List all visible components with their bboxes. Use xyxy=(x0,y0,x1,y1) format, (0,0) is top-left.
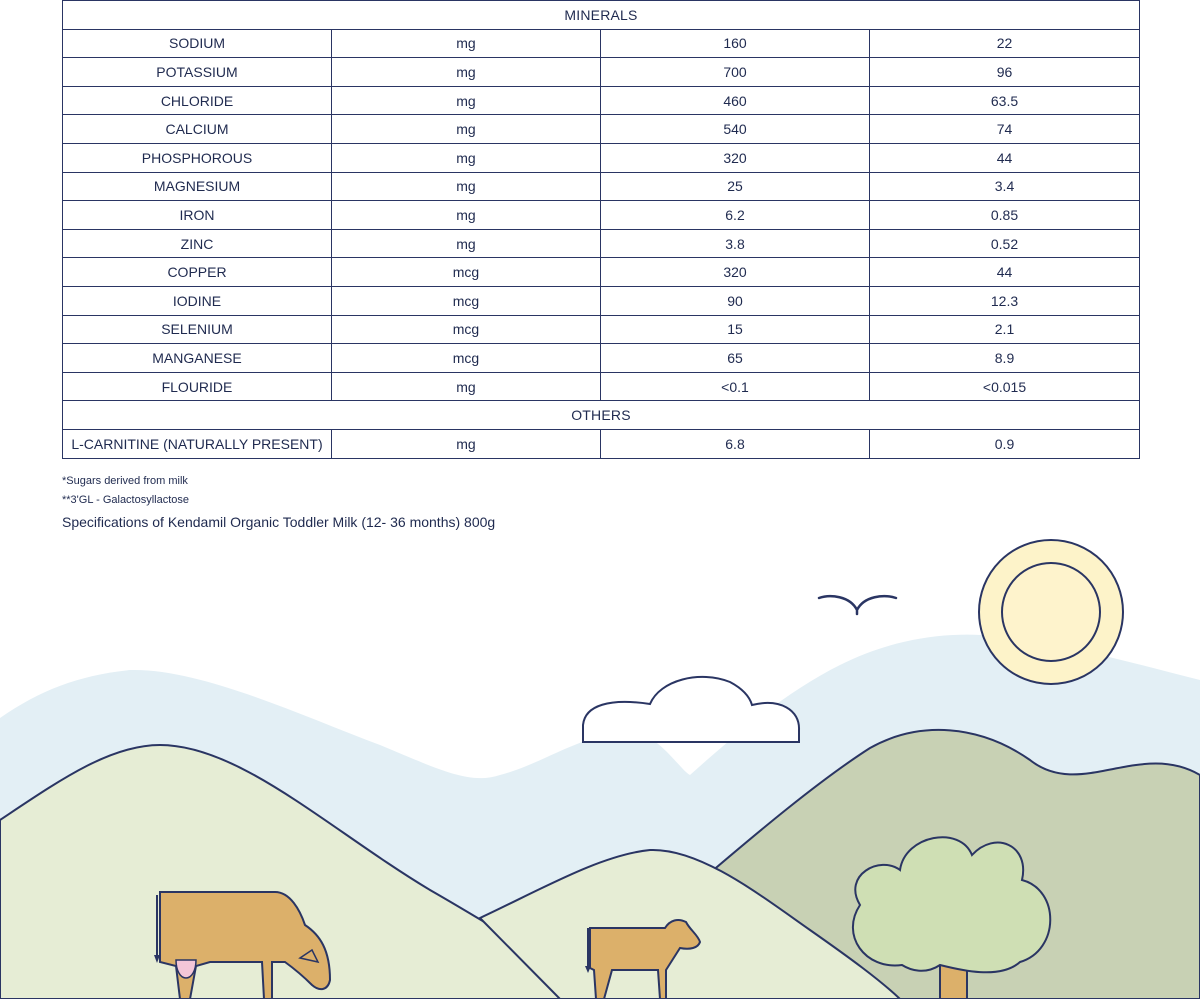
value-cell: 8.9 xyxy=(870,344,1140,373)
unit-cell: mg xyxy=(332,115,601,144)
value-cell: 540 xyxy=(601,115,870,144)
table-row xyxy=(63,286,1140,315)
value-cell: 320 xyxy=(601,258,870,287)
value-cell: 44 xyxy=(870,258,1140,287)
value-cell: 96 xyxy=(870,58,1140,87)
nutrient-name: CALCIUM xyxy=(63,115,332,144)
value-cell: 6.8 xyxy=(601,429,870,458)
value-cell: <0.1 xyxy=(601,372,870,401)
table-row xyxy=(63,86,1140,115)
unit-cell: mcg xyxy=(332,315,601,344)
value-cell: 0.85 xyxy=(870,201,1140,230)
specification-caption: Specifications of Kendamil Organic Toddler Milk (12- 36 months) 800g xyxy=(62,514,496,530)
value-cell: 65 xyxy=(601,344,870,373)
unit-cell: mg xyxy=(332,29,601,58)
unit-cell: mg xyxy=(332,58,601,87)
nutrient-name: SELENIUM xyxy=(63,315,332,344)
value-cell: 12.3 xyxy=(870,286,1140,315)
section-header-row xyxy=(63,401,1140,430)
footnote-3gl: **3'GL - Galactosyllactose xyxy=(62,494,190,506)
table-row xyxy=(63,143,1140,172)
value-cell: 25 xyxy=(601,172,870,201)
value-cell: 0.9 xyxy=(870,429,1140,458)
unit-cell: mg xyxy=(332,229,601,258)
footnote-sugars: *Sugars derived from milk xyxy=(62,475,188,487)
nutrition-table-container xyxy=(62,0,1139,459)
value-cell: 6.2 xyxy=(601,201,870,230)
unit-cell: mcg xyxy=(332,286,601,315)
value-cell: 22 xyxy=(870,29,1140,58)
nutrient-name: MANGANESE xyxy=(63,344,332,373)
nutrient-name: PHOSPHOROUS xyxy=(63,143,332,172)
footnotes xyxy=(62,472,495,530)
value-cell: 700 xyxy=(601,58,870,87)
unit-cell: mg xyxy=(332,143,601,172)
nutrient-name: CHLORIDE xyxy=(63,86,332,115)
section-header-row xyxy=(63,1,1140,30)
unit-cell: mcg xyxy=(332,344,601,373)
farm-illustration xyxy=(0,530,1200,999)
unit-cell: mg xyxy=(332,201,601,230)
value-cell: 74 xyxy=(870,115,1140,144)
cloud-icon xyxy=(583,677,799,742)
unit-cell: mg xyxy=(332,86,601,115)
value-cell: 44 xyxy=(870,143,1140,172)
nutrient-name: POTASSIUM xyxy=(63,58,332,87)
nutrient-name: L-CARNITINE (NATURALLY PRESENT) xyxy=(63,429,332,458)
nutrient-name: MAGNESIUM xyxy=(63,172,332,201)
unit-cell: mg xyxy=(332,372,601,401)
table-row xyxy=(63,372,1140,401)
value-cell: 3.4 xyxy=(870,172,1140,201)
section-title: MINERALS xyxy=(63,1,1140,30)
table-row xyxy=(63,115,1140,144)
value-cell: 2.1 xyxy=(870,315,1140,344)
value-cell: 3.8 xyxy=(601,229,870,258)
nutrient-name: IODINE xyxy=(63,286,332,315)
table-row xyxy=(63,229,1140,258)
unit-cell: mg xyxy=(332,172,601,201)
bird-icon xyxy=(819,596,896,614)
value-cell: 0.52 xyxy=(870,229,1140,258)
value-cell: 15 xyxy=(601,315,870,344)
nutrient-name: FLOURIDE xyxy=(63,372,332,401)
nutrient-name: SODIUM xyxy=(63,29,332,58)
value-cell: 460 xyxy=(601,86,870,115)
table-row xyxy=(63,258,1140,287)
value-cell: 160 xyxy=(601,29,870,58)
value-cell: 320 xyxy=(601,143,870,172)
table-row xyxy=(63,315,1140,344)
nutrient-name: ZINC xyxy=(63,229,332,258)
table-row xyxy=(63,429,1140,458)
nutrient-name: COPPER xyxy=(63,258,332,287)
nutrient-name: IRON xyxy=(63,201,332,230)
sun-icon xyxy=(979,540,1123,684)
nutrition-table xyxy=(62,0,1140,459)
table-row xyxy=(63,172,1140,201)
section-title: OTHERS xyxy=(63,401,1140,430)
value-cell: <0.015 xyxy=(870,372,1140,401)
table-row xyxy=(63,58,1140,87)
unit-cell: mcg xyxy=(332,258,601,287)
value-cell: 90 xyxy=(601,286,870,315)
value-cell: 63.5 xyxy=(870,86,1140,115)
table-row xyxy=(63,29,1140,58)
table-row xyxy=(63,344,1140,373)
table-row xyxy=(63,201,1140,230)
unit-cell: mg xyxy=(332,429,601,458)
